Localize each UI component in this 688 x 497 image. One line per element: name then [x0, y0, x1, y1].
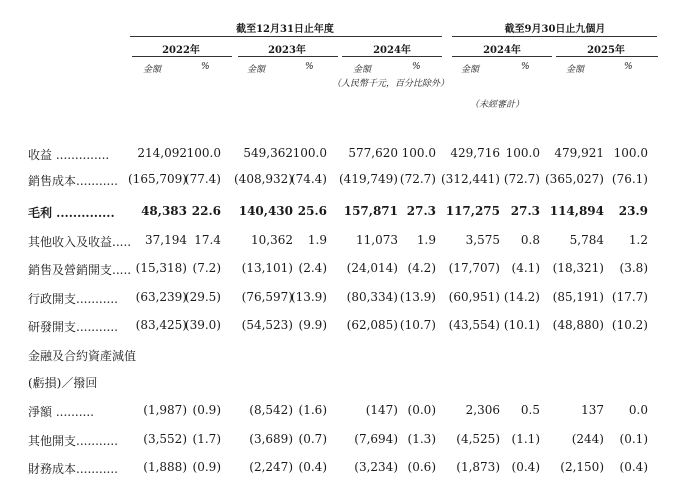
row-label-impairment-net: 淨額 .......... [28, 405, 94, 419]
row-administrative-expenses-cell-7: (14.2) [503, 290, 540, 304]
row-other-expenses-cell-9: (0.1) [619, 432, 648, 446]
row-selling-and-marketing-expenses-cell-9: (3.8) [619, 261, 648, 275]
row-other-income-and-gains-cell-0: 37,194 [145, 233, 187, 247]
row-finance-costs-cell-0: (1,888) [143, 460, 187, 474]
pct-header-2022: % [201, 62, 210, 72]
row-gross-profit-cell-0: 48,383 [141, 204, 187, 218]
year-header-2024: 2024年 [373, 45, 411, 56]
row-selling-and-marketing-expenses-cell-6: (17,707) [448, 261, 500, 275]
row-gross-profit-cell-3: 25.6 [297, 204, 327, 218]
row-other-income-and-gains-cell-9: 1.2 [628, 233, 648, 247]
group-rule-annual [130, 36, 442, 37]
year-rule-2022 [132, 56, 232, 57]
row-other-expenses-cell-8: (244) [571, 432, 604, 446]
row-impairment-net-cell-6: 2,306 [465, 403, 500, 417]
row-research-and-development-expenses-cell-0: (83,425) [135, 318, 187, 332]
row-other-income-and-gains-cell-3: 1.9 [307, 233, 327, 247]
unaudited-note: （未經審計） [470, 100, 525, 110]
row-finance-costs-cell-1: (0.9) [192, 460, 221, 474]
row-impairment-net-cell-4: (147) [365, 403, 398, 417]
row-finance-costs-cell-6: (1,873) [456, 460, 500, 474]
group-header-nine-months: 截至9月30日止九個月 [504, 24, 606, 35]
row-cost-of-sales-cell-3: (74.4) [290, 172, 327, 186]
row-research-and-development-expenses-cell-9: (10.2) [611, 318, 648, 332]
row-administrative-expenses-cell-8: (85,191) [552, 290, 604, 304]
row-selling-and-marketing-expenses-cell-8: (18,321) [552, 261, 604, 275]
row-administrative-expenses-cell-1: (29.5) [184, 290, 221, 304]
row-selling-and-marketing-expenses-cell-7: (4.1) [511, 261, 540, 275]
row-label-revenue: 收益 .............. [28, 148, 110, 162]
row-other-expenses-cell-4: (7,694) [354, 432, 398, 446]
row-other-expenses-cell-3: (0.7) [298, 432, 327, 446]
row-label-gross-profit: 毛利 .............. [28, 206, 115, 220]
year-header-2022: 2022年 [162, 45, 200, 56]
row-gross-profit-cell-9: 23.9 [618, 204, 648, 218]
row-selling-and-marketing-expenses-cell-2: (13,101) [241, 261, 293, 275]
row-other-expenses-cell-1: (1.7) [192, 432, 221, 446]
row-finance-costs-cell-9: (0.4) [619, 460, 648, 474]
row-other-income-and-gains-cell-5: 1.9 [416, 233, 436, 247]
row-administrative-expenses-cell-3: (13.9) [290, 290, 327, 304]
row-other-expenses-cell-7: (1.1) [511, 432, 540, 446]
row-finance-costs-cell-7: (0.4) [511, 460, 540, 474]
row-other-income-and-gains-cell-1: 17.4 [194, 233, 221, 247]
row-selling-and-marketing-expenses-cell-4: (24,014) [346, 261, 398, 275]
row-impairment-net-cell-5: (0.0) [407, 403, 436, 417]
row-gross-profit-cell-5: 27.3 [406, 204, 436, 218]
row-gross-profit-cell-4: 157,871 [343, 204, 398, 218]
row-research-and-development-expenses-cell-1: (39.0) [184, 318, 221, 332]
pct-header-2024: % [412, 62, 421, 72]
row-revenue-cell-0: 214,092 [137, 146, 187, 160]
row-other-income-and-gains-cell-6: 3,575 [465, 233, 500, 247]
row-gross-profit-cell-6: 117,275 [445, 204, 500, 218]
row-selling-and-marketing-expenses-cell-3: (2.4) [298, 261, 327, 275]
row-finance-costs-cell-5: (0.6) [407, 460, 436, 474]
year-header-2024-nine-months: 2024年 [483, 45, 521, 56]
row-gross-profit-cell-8: 114,894 [549, 204, 604, 218]
row-label-other-expenses: 其他開支........... [28, 434, 118, 448]
row-other-income-and-gains-cell-7: 0.8 [520, 233, 540, 247]
row-cost-of-sales-cell-9: (76.1) [611, 172, 648, 186]
pct-header-2025-nine-months: % [624, 62, 633, 72]
row-revenue-cell-7: 100.0 [505, 146, 540, 160]
row-other-income-and-gains-cell-2: 10,362 [251, 233, 293, 247]
row-research-and-development-expenses-cell-6: (43,554) [448, 318, 500, 332]
row-cost-of-sales-cell-7: (72.7) [503, 172, 540, 186]
row-impairment-net-cell-0: (1,987) [143, 403, 187, 417]
row-impairment-net-cell-8: 137 [581, 403, 604, 417]
row-administrative-expenses-cell-9: (17.7) [611, 290, 648, 304]
row-research-and-development-expenses-cell-3: (9.9) [298, 318, 327, 332]
row-impairment-net-cell-3: (1.6) [298, 403, 327, 417]
row-finance-costs-cell-3: (0.4) [298, 460, 327, 474]
year-header-2025-nine-months: 2025年 [587, 45, 625, 56]
row-revenue-cell-4: 577,620 [348, 146, 398, 160]
year-rule-2024 [342, 56, 442, 57]
row-finance-costs-cell-4: (3,234) [354, 460, 398, 474]
row-administrative-expenses-cell-5: (13.9) [399, 290, 436, 304]
amount-header-2022: 金額 [143, 65, 162, 75]
row-label-other-income-and-gains: 其他收入及收益..... [28, 235, 132, 249]
row-administrative-expenses-cell-2: (76,597) [241, 290, 293, 304]
pct-header-2024-nine-months: % [521, 62, 530, 72]
row-selling-and-marketing-expenses-cell-0: (15,318) [135, 261, 187, 275]
row-label-finance-costs: 財務成本........... [28, 462, 118, 476]
row-cost-of-sales-cell-2: (408,932) [234, 172, 293, 186]
row-impairment-net-cell-9: 0.0 [628, 403, 648, 417]
year-rule-2023 [238, 56, 338, 57]
row-revenue-cell-5: 100.0 [401, 146, 436, 160]
row-cost-of-sales-cell-4: (419,749) [339, 172, 398, 186]
row-cost-of-sales-cell-1: (77.4) [184, 172, 221, 186]
row-impairment-net-cell-2: (8,542) [249, 403, 293, 417]
row-administrative-expenses-cell-6: (60,951) [448, 290, 500, 304]
year-rule-2024-nine-months [452, 56, 552, 57]
row-label-impairment-label-line-1: 金融及合約資產減值 [28, 349, 137, 363]
amount-header-2023: 金額 [247, 65, 266, 75]
row-revenue-cell-8: 479,921 [554, 146, 604, 160]
row-research-and-development-expenses-cell-2: (54,523) [241, 318, 293, 332]
row-other-expenses-cell-2: (3,689) [249, 432, 293, 446]
amount-header-2024-nine-months: 金額 [461, 65, 480, 75]
unit-note: （人民幣千元，百分比除外） [332, 79, 450, 89]
row-research-and-development-expenses-cell-8: (48,880) [552, 318, 604, 332]
group-header-annual: 截至12月31日止年度 [236, 24, 334, 35]
row-impairment-net-cell-7: 0.5 [520, 403, 540, 417]
row-label-administrative-expenses: 行政開支........... [28, 292, 118, 306]
row-administrative-expenses-cell-4: (80,334) [346, 290, 398, 304]
row-cost-of-sales-cell-5: (72.7) [399, 172, 436, 186]
amount-header-2024: 金額 [353, 65, 372, 75]
row-gross-profit-cell-1: 22.6 [191, 204, 221, 218]
row-impairment-net-cell-1: (0.9) [192, 403, 221, 417]
row-cost-of-sales-cell-6: (312,441) [441, 172, 500, 186]
row-administrative-expenses-cell-0: (63,239) [135, 290, 187, 304]
row-research-and-development-expenses-cell-5: (10.7) [399, 318, 436, 332]
row-selling-and-marketing-expenses-cell-5: (4.2) [407, 261, 436, 275]
group-rule-nine-months [452, 36, 657, 37]
row-research-and-development-expenses-cell-4: (62,085) [346, 318, 398, 332]
row-cost-of-sales-cell-8: (365,027) [545, 172, 604, 186]
row-label-research-and-development-expenses: 研發開支........... [28, 320, 118, 334]
pct-header-2023: % [305, 62, 314, 72]
row-other-expenses-cell-6: (4,525) [456, 432, 500, 446]
row-gross-profit-cell-2: 140,430 [238, 204, 293, 218]
row-other-expenses-cell-5: (1.3) [407, 432, 436, 446]
row-finance-costs-cell-8: (2,150) [560, 460, 604, 474]
row-revenue-cell-3: 100.0 [292, 146, 327, 160]
row-revenue-cell-2: 549,362 [243, 146, 293, 160]
row-label-impairment-label-line-2: (虧損)／撥回 [28, 376, 98, 390]
row-finance-costs-cell-2: (2,247) [249, 460, 293, 474]
row-label-cost-of-sales: 銷售成本........... [28, 174, 118, 188]
amount-header-2025-nine-months: 金額 [566, 65, 585, 75]
row-revenue-cell-6: 429,716 [450, 146, 500, 160]
row-cost-of-sales-cell-0: (165,709) [128, 172, 187, 186]
row-selling-and-marketing-expenses-cell-1: (7.2) [192, 261, 221, 275]
row-other-income-and-gains-cell-8: 5,784 [569, 233, 604, 247]
year-rule-2025-nine-months [556, 56, 658, 57]
row-other-income-and-gains-cell-4: 11,073 [356, 233, 398, 247]
row-revenue-cell-1: 100.0 [186, 146, 221, 160]
year-header-2023: 2023年 [268, 45, 306, 56]
row-other-expenses-cell-0: (3,552) [143, 432, 187, 446]
row-revenue-cell-9: 100.0 [613, 146, 648, 160]
row-label-selling-and-marketing-expenses: 銷售及營銷開支..... [28, 263, 132, 277]
row-research-and-development-expenses-cell-7: (10.1) [503, 318, 540, 332]
row-gross-profit-cell-7: 27.3 [510, 204, 540, 218]
